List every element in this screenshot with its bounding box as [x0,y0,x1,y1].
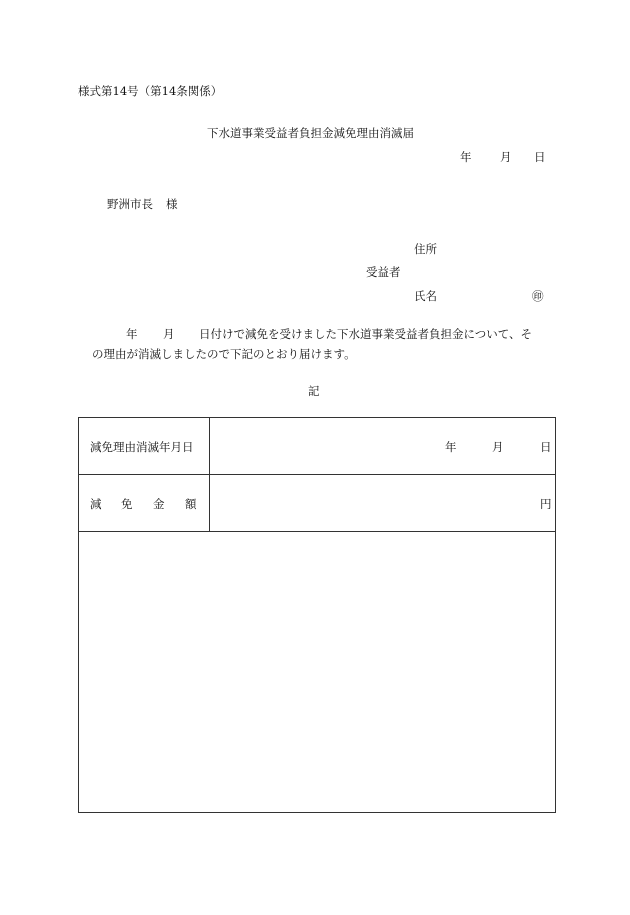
blank-area [79,532,555,812]
row2-unit: 円 [540,497,552,511]
date-year-label: 年 [460,150,472,164]
row1-month: 月 [492,440,504,454]
body-year: 年 [126,327,138,341]
table-column-divider [209,418,210,532]
row2-label-char-2: 免 [121,497,133,511]
row2-label-char-3: 金 [153,497,165,511]
ki-label: 記 [308,384,320,398]
form-number: 様式第14号（第14条関係） [78,84,223,98]
name-label: 氏名 [414,289,437,303]
form-table [78,417,556,813]
form-title: 下水道事業受益者負担金減免理由消滅届 [207,126,414,140]
seal-mark: ㊞ [532,289,544,303]
table-row-date [79,418,555,475]
row1-label: 減免理由消滅年月日 [90,440,194,454]
row1-day: 日 [540,440,552,454]
body-text-1: 日付けで減免を受けました下水道事業受益者負担金について、そ [199,327,533,341]
table-row-amount [79,475,555,532]
body-line-1 [80,324,555,344]
addressee-name: 野洲市長 [107,197,153,211]
address-label: 住所 [414,242,437,256]
date-month-label: 月 [500,150,512,164]
row2-label-char-1: 減 [90,497,102,511]
body-month: 月 [163,327,175,341]
beneficiary-label: 受益者 [366,265,401,279]
body-paragraph [80,324,555,364]
date-day-label: 日 [534,150,546,164]
body-line-2: の理由が消滅しましたので下記のとおり届けます。 [92,347,356,361]
row1-year: 年 [445,440,457,454]
row2-label-char-4: 額 [185,497,197,511]
addressee-honorific: 様 [166,197,178,211]
